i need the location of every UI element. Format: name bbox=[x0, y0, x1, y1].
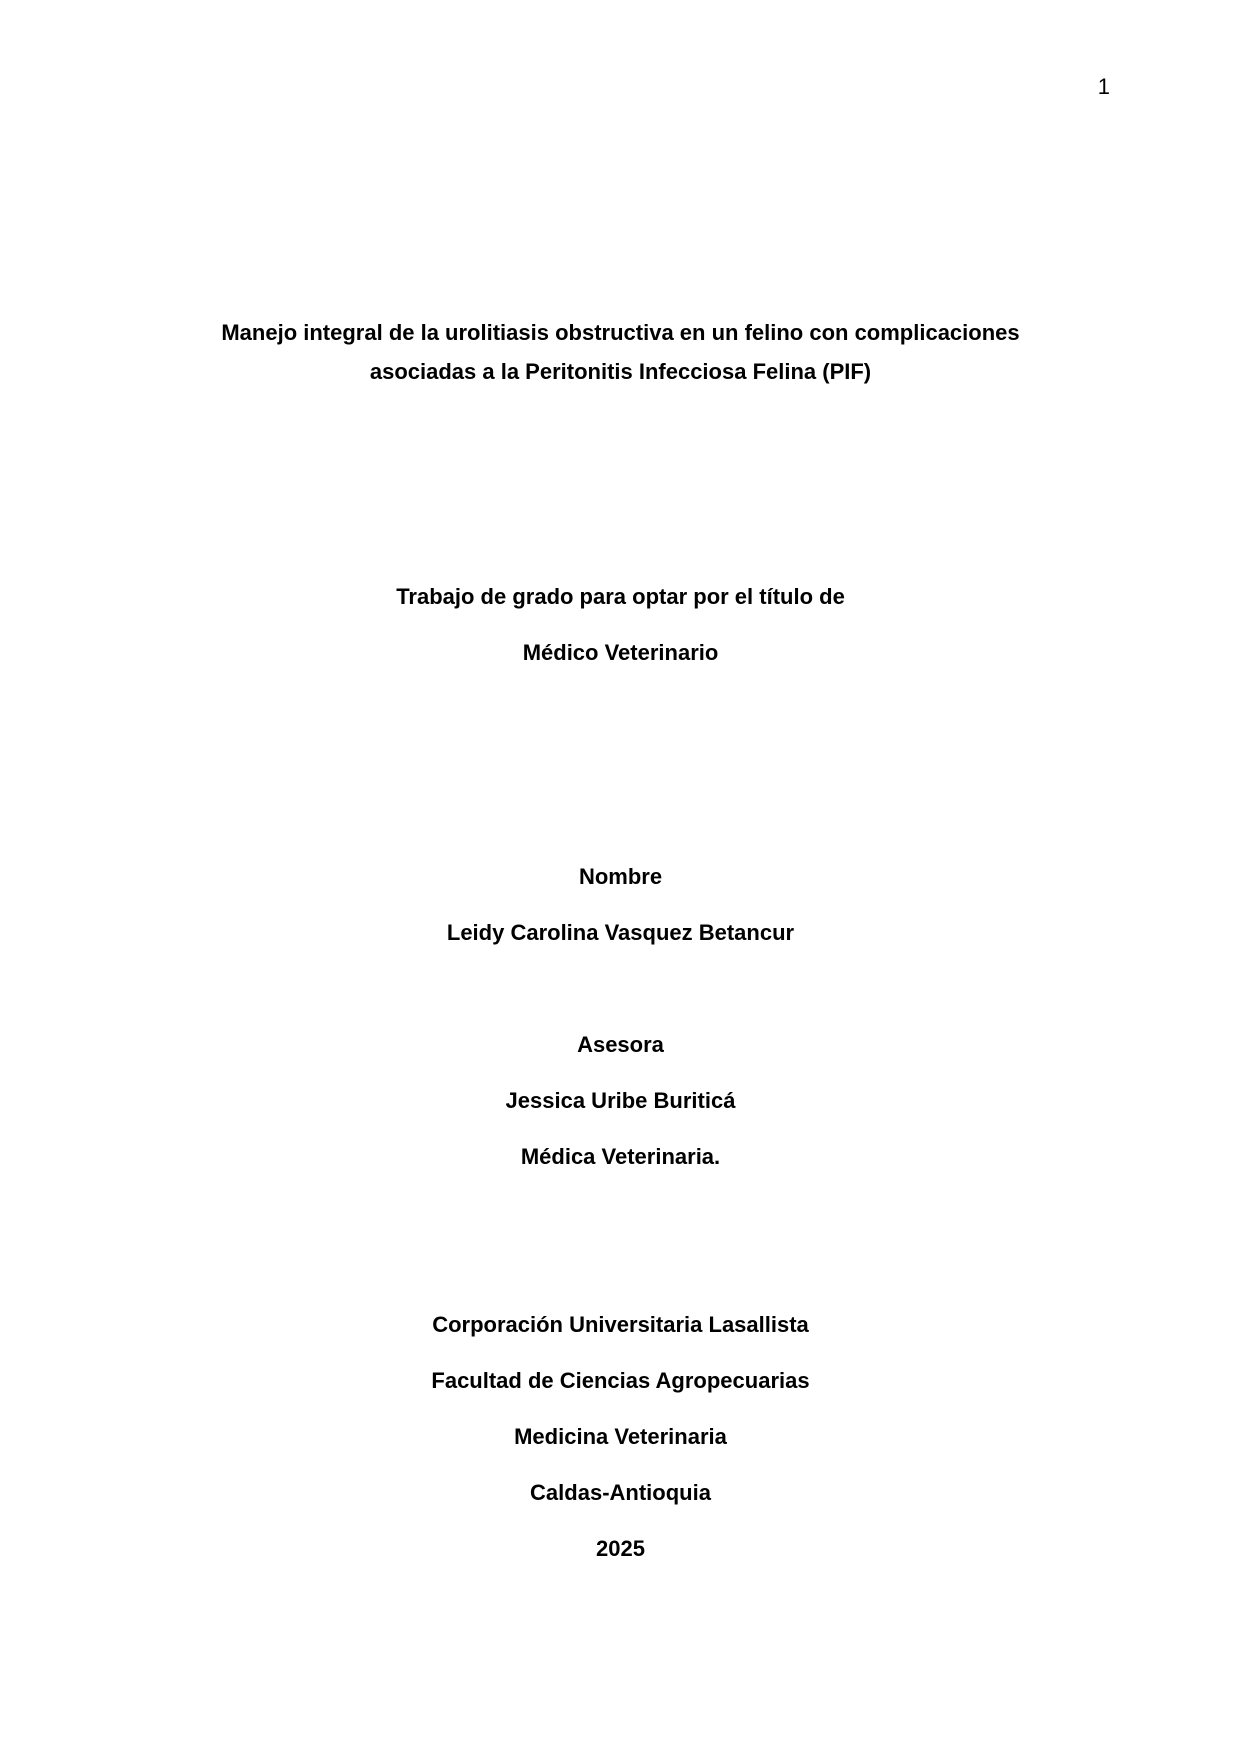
program-name: Medicina Veterinaria bbox=[514, 1424, 727, 1449]
title-line-1: Manejo integral de la urolitiasis obstructiva en un felino con complicaciones bbox=[221, 320, 1020, 345]
author-name: Leidy Carolina Vasquez Betancur bbox=[446, 920, 795, 945]
author-label: Nombre bbox=[578, 864, 663, 889]
page-number: 1 bbox=[1097, 74, 1110, 99]
faculty-name: Facultad de Ciencias Agropecuarias bbox=[431, 1368, 810, 1393]
advisor-name: Jessica Uribe Buriticá bbox=[505, 1088, 736, 1113]
university-name: Corporación Universitaria Lasallista bbox=[432, 1312, 809, 1337]
degree-line-2: Médico Veterinario bbox=[522, 640, 719, 665]
year: 2025 bbox=[596, 1536, 645, 1561]
degree-line-1: Trabajo de grado para optar por el título de bbox=[396, 584, 845, 609]
location: Caldas-Antioquia bbox=[530, 1480, 711, 1505]
advisor-label: Asesora bbox=[577, 1032, 664, 1057]
advisor-profession: Médica Veterinaria. bbox=[520, 1144, 721, 1169]
title-line-2: asociadas a la Peritonitis Infecciosa Felina (PIF) bbox=[369, 359, 872, 384]
